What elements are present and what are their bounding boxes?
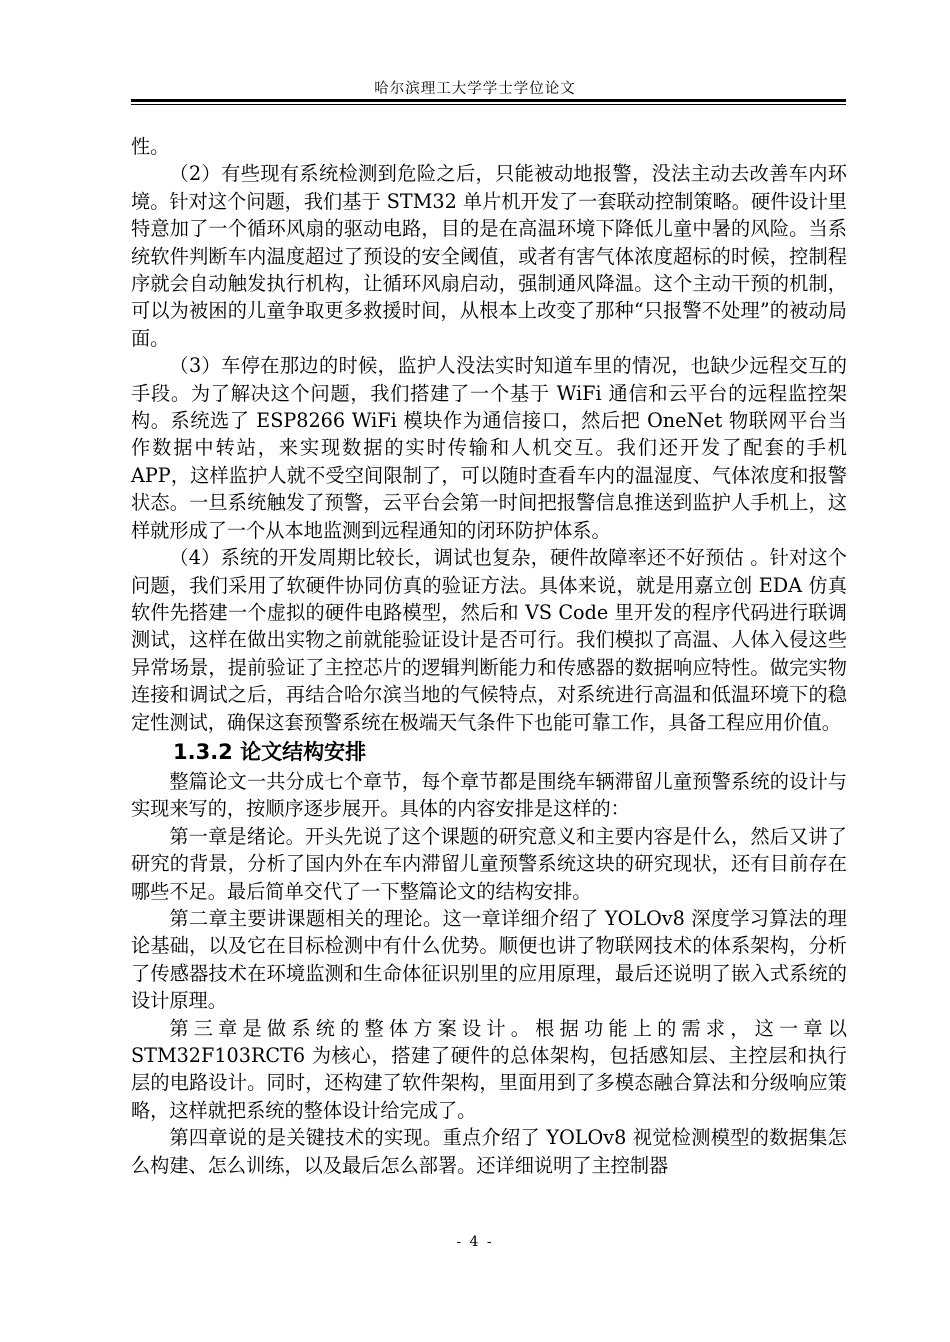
- paragraph: （4）系统的开发周期比较长，调试也复杂，硬件故障率还不好预估 。针对这个问题，我们采用了软硬件协同仿真的验证方法。具体来说，就是用嘉立创 EDA 仿真软件先搭建一个虚拟的硬件电路模型，然后和 VS Code 里开发的程序代码进行联调测试，这样在做出实物之前就能验证设计是否可行。我们模拟了高温、人体入侵这些异常场景，提前验证了主控芯片的逻辑判断能力和传感器的数据响应特性。做完实物连接和调试之后，再结合哈尔滨当地的气候特点，对系统进行高温和低温环境下的稳定性测试，确保这套预警系统在极端天气条件下也能可靠工作，具备工程应用价值。: [131, 546, 847, 734]
- body-text: [131, 133, 847, 1179]
- paragraph: （3）车停在那边的时候，监护人没法实时知道车里的情况，也缺少远程交互的手段。为了解决这个问题，我们搭建了一个基于 WiFi 通信和云平台的远程监控架构。系统选了 ESP8266 WiFi 模块作为通信接口，然后把 OneNet 物联网平台当作数据中转站，来实现数据的实时传输和人机交互。我们还开发了配套的手机 APP，这样监护人就不受空间限制了，可以随时查看车内的温湿度、气体浓度和报警状态。一旦系统触发了预警，云平台会第一时间把报警信息推送到监护人手机上，这样就形成了一个从本地监测到远程通知的闭环防护体系。: [131, 354, 847, 542]
- paragraph: 第三章是做系统的整体方案设计。根据功能上的需求，这一章以 STM32F103RCT6 为核心，搭建了硬件的总体架构，包括感知层、主控层和执行层的电路设计。同时，还构建了软件架构，里面用到了多模态融合算法和分级响应策略，这样就把系统的整体设计给完成了。: [131, 1016, 847, 1122]
- paragraph: 性。: [131, 135, 170, 158]
- header-rule-thin: [131, 104, 846, 105]
- paragraph: （2）有些现有系统检测到危险之后，只能被动地报警，没法主动去改善车内环境。针对这个问题，我们基于 STM32 单片机开发了一套联动控制策略。硬件设计里特意加了一个循环风扇的驱动电路，目的是在高温环境下降低儿童中暑的风险。当系统软件判断车内温度超过了预设的安全阈值，或者有害气体浓度超标的时候，控制程序就会自动触发执行机构，让循环风扇启动，强制通风降温。这个主动干预的机制，可以为被困的儿童争取更多救援时间，从根本上改变了那种“只报警不处理”的被动局面。: [131, 162, 847, 350]
- paragraph: 第四章说的是关键技术的实现。重点介绍了 YOLOv8 视觉检测模型的数据集怎么构建、怎么训练，以及最后怎么部署。还详细说明了主控制器: [131, 1126, 847, 1177]
- section-heading: 1.3.2 论文结构安排: [173, 739, 367, 764]
- header-rule-thick: [131, 99, 846, 102]
- paragraph: 第一章是绪论。开头先说了这个课题的研究意义和主要内容是什么，然后又讲了研究的背景，分析了国内外在车内滞留儿童预警系统这块的研究现状，还有目前存在哪些不足。最后简单交代了一下整篇论文的结构安排。: [131, 824, 847, 903]
- running-header: 哈尔滨理工大学学士学位论文: [374, 81, 576, 97]
- paragraph: 整篇论文一共分成七个章节，每个章节都是围绕车辆滞留儿童预警系统的设计与实现来写的，按顺序逐步展开。具体的内容安排是这样的：: [131, 769, 847, 821]
- paragraph: 第二章主要讲课题相关的理论。这一章详细介绍了 YOLOv8 深度学习算法的理论基础，以及它在目标检测中有什么优势。顺便也讲了物联网技术的体系架构，分析了传感器技术在环境监测和生命体征识别里的应用原理，最后还说明了嵌入式系统的设计原理。: [131, 906, 847, 1013]
- page-number: - 4 -: [456, 1234, 494, 1250]
